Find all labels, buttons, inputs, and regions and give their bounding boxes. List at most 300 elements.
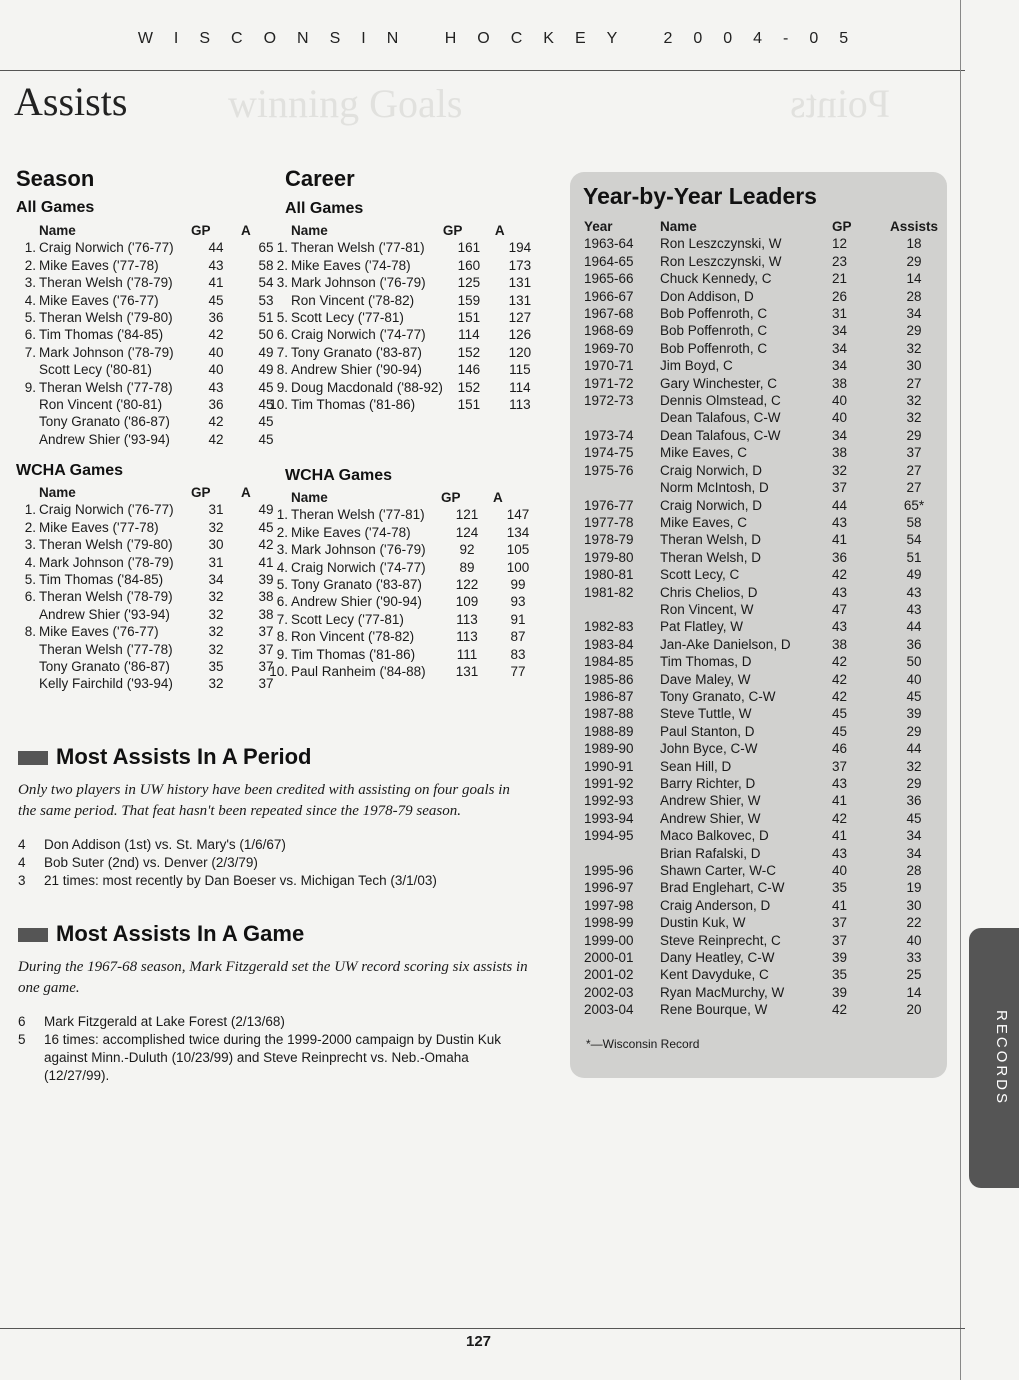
table-row (584, 270, 944, 287)
assists-cell: 30 (906, 358, 922, 374)
year-cell: 1973-74 (584, 427, 634, 443)
rank-cell: 4. (24, 554, 36, 570)
name-cell: Pat Flatley, W (660, 619, 744, 635)
name-cell: Kent Davyduke, C (660, 967, 769, 983)
rank-cell: 2. (24, 519, 36, 535)
gp-header: GP (441, 490, 461, 505)
rank-cell (16, 606, 39, 623)
gp-cell: 114 (458, 327, 480, 343)
name-cell: Doug Macdonald ('88-92) (291, 379, 443, 395)
year-cell: 1990-91 (584, 758, 634, 774)
gp-cell: 44 (832, 497, 848, 513)
name-cell: Mike Eaves ('76-77) (39, 624, 159, 640)
name-cell: Tony Granato, C-W (660, 688, 776, 704)
ghost-title-points: Points (790, 81, 891, 126)
a-cell: 115 (509, 362, 531, 378)
table-row (16, 554, 291, 571)
name-cell: Andrew Shier ('90-94) (291, 594, 422, 610)
table-row (584, 671, 944, 688)
name-cell: Ron Leszczynski, W (660, 253, 782, 269)
table-row (584, 914, 944, 931)
period-list (18, 836, 538, 890)
assists-cell: 43 (906, 601, 922, 617)
name-cell: Jim Boyd, C (660, 358, 733, 374)
name-cell: Dennis Olmstead, C (660, 393, 781, 409)
year-cell: 1992-93 (584, 793, 634, 809)
table-row (268, 559, 543, 576)
name-cell: Theran Welsh ('79-80) (39, 310, 173, 326)
a-cell: 49 (258, 502, 274, 518)
table-row (584, 792, 944, 809)
name-header: Name (291, 223, 328, 238)
gp-cell: 31 (208, 554, 224, 570)
gp-cell: 34 (832, 323, 848, 339)
assists-cell: 50 (906, 654, 922, 670)
assists-cell: 43 (906, 584, 922, 600)
gp-cell: 32 (208, 624, 224, 640)
assists-cell: 14 (906, 271, 922, 287)
season-all-games-table (16, 222, 291, 448)
rank-cell: 5. (24, 310, 36, 326)
name-header: Name (39, 485, 76, 500)
table-row (584, 479, 944, 496)
rank-cell: 7. (276, 611, 288, 627)
a-cell: 49 (258, 344, 274, 360)
gp-cell: 46 (832, 741, 848, 757)
gp-cell: 36 (208, 397, 224, 413)
rank-cell: 5. (24, 572, 36, 588)
assists-cell: 49 (906, 567, 922, 583)
table-row (268, 396, 545, 413)
table-header-row (584, 218, 944, 235)
name-cell: Brad Englehart, C-W (660, 880, 785, 896)
table-row (584, 497, 944, 514)
rank-cell: 2. (276, 257, 288, 273)
game-intro: During the 1967-68 season, Mark Fitzgerald set the UW record scoring six assists in one game. (18, 959, 528, 996)
name-cell: Andrew Shier ('93-94) (39, 431, 170, 447)
table-header-row (16, 222, 291, 239)
name-cell: Chuck Kennedy, C (660, 271, 772, 287)
year-cell: 1980-81 (584, 567, 634, 583)
section-bar-icon (18, 928, 48, 942)
a-cell: 37 (258, 676, 274, 692)
a-cell: 42 (258, 537, 274, 553)
game-title-text: Most Assists In A Game (56, 921, 305, 946)
gp-cell: 38 (832, 375, 848, 391)
name-cell: Craig Norwich, D (660, 497, 763, 513)
year-cell: 2000-01 (584, 950, 634, 966)
name-cell: Ron Vincent, W (660, 601, 754, 617)
year-cell: 1999-00 (584, 932, 634, 948)
year-cell: 1963-64 (584, 236, 634, 252)
assists-cell: 40 (906, 671, 922, 687)
table-row (584, 288, 944, 305)
a-header: A (241, 223, 251, 238)
table-row (584, 375, 944, 392)
name-cell: Ron Leszczynski, W (660, 236, 782, 252)
a-cell: 50 (258, 327, 274, 343)
gp-cell: 111 (456, 646, 478, 662)
name-cell: Mike Eaves, C (660, 445, 748, 461)
assists-cell: 36 (906, 636, 922, 652)
table-row (584, 775, 944, 792)
name-cell: Tim Thomas ('81-86) (291, 397, 416, 413)
record-text: Mark Fitzgerald at Lake Forest (2/13/68) (44, 1014, 285, 1029)
gp-cell: 161 (457, 240, 481, 256)
a-cell: 83 (510, 646, 526, 662)
name-cell: Steve Tuttle, W (660, 706, 752, 722)
running-head: WISCONSIN HOCKEY 2004-05 (137, 30, 870, 47)
a-cell: 37 (258, 624, 274, 640)
a-cell: 38 (258, 589, 274, 605)
name-cell: Mike Eaves ('74-78) (291, 524, 411, 540)
name-cell: Rene Bourque, W (660, 1002, 768, 1018)
rank-cell: 1. (24, 502, 36, 518)
a-cell: 131 (508, 292, 532, 308)
table-row (16, 379, 291, 396)
assists-cell: 18 (906, 236, 922, 252)
gp-cell: 32 (208, 589, 224, 605)
name-cell: Theran Welsh ('77-81) (291, 507, 425, 523)
table-row (268, 576, 543, 593)
gp-cell: 34 (208, 572, 224, 588)
name-cell: Mark Johnson ('78-79) (39, 344, 174, 360)
name-cell: Brian Rafalski, D (660, 845, 761, 861)
rank-cell (16, 641, 39, 658)
gp-cell: 30 (208, 537, 224, 553)
gp-cell: 42 (832, 654, 848, 670)
gp-cell: 45 (832, 706, 848, 722)
name-cell: Dean Talafous, C-W (660, 427, 781, 443)
assists-cell: 34 (906, 828, 922, 844)
table-row (16, 257, 291, 274)
table-row (584, 566, 944, 583)
gp-cell: 151 (457, 397, 481, 413)
gp-cell: 40 (832, 393, 848, 409)
gp-cell: 21 (832, 271, 848, 287)
table-row (584, 305, 944, 322)
gp-cell: 38 (832, 636, 848, 652)
name-cell: Dany Heatley, C-W (660, 950, 775, 966)
year-cell: 2003-04 (584, 1002, 634, 1018)
assists-cell: 29 (906, 427, 922, 443)
a-cell: 120 (508, 344, 532, 360)
gp-cell: 131 (455, 664, 479, 680)
name-cell: Craig Norwich ('76-77) (39, 502, 174, 518)
name-cell: Dustin Kuk, W (660, 915, 746, 931)
table-row (16, 641, 291, 658)
name-cell: Andrew Shier, W (660, 793, 761, 809)
year-cell: 1991-92 (584, 776, 634, 791)
gp-cell: 42 (832, 810, 848, 826)
a-cell: 37 (258, 659, 274, 675)
gp-cell: 43 (208, 379, 224, 395)
game-section-title (18, 921, 304, 947)
gp-cell: 47 (832, 601, 848, 617)
table-row (584, 984, 944, 1001)
a-cell: 126 (508, 327, 532, 343)
page-title: Assists (14, 79, 128, 124)
table-row (268, 646, 543, 663)
page-edge-rule (960, 0, 961, 1380)
assists-cell: 45 (906, 810, 922, 826)
a-cell: 45 (258, 397, 274, 413)
gp-cell: 39 (832, 984, 848, 1000)
assists-cell: 28 (906, 288, 922, 304)
gp-cell: 35 (832, 967, 848, 983)
career-wcha-games-table (268, 489, 543, 680)
year-cell: 1984-85 (584, 654, 634, 670)
table-row (16, 309, 291, 326)
season-title: Season (16, 166, 95, 191)
name-cell: Theran Welsh ('77-78) (39, 641, 173, 657)
a-cell: 51 (258, 310, 274, 326)
year-cell: 1986-87 (584, 688, 634, 704)
a-cell: 87 (510, 629, 526, 645)
table-row (16, 396, 291, 413)
year-cell: 1978-79 (584, 532, 634, 548)
a-header: A (494, 223, 505, 238)
year-cell: 1975-76 (584, 462, 634, 478)
rank-cell: 4. (24, 292, 36, 308)
name-header: Name (660, 219, 697, 234)
year-cell: 1994-95 (584, 828, 634, 844)
rank-cell: 3. (276, 275, 288, 291)
table-row (16, 658, 291, 675)
page-number: 127 (466, 1333, 492, 1350)
name-cell: Steve Reinprecht, C (660, 932, 781, 948)
table-row (584, 322, 944, 339)
gp-cell: 36 (832, 549, 848, 565)
record-count: 5 (18, 1032, 26, 1047)
records-side-tab-label: RECORDS (993, 1010, 1010, 1107)
list-item (18, 872, 538, 890)
season-wcha-games-table (16, 484, 291, 693)
gp-cell: 41 (832, 793, 848, 809)
name-cell: Mike Eaves, C (660, 514, 748, 530)
gp-cell: 124 (455, 524, 479, 540)
career-title: Career (285, 166, 355, 191)
year-cell: 1965-66 (584, 271, 634, 287)
year-cell (584, 409, 660, 426)
assists-cell: 27 (906, 375, 922, 391)
a-cell: 147 (506, 507, 530, 523)
gp-cell: 42 (832, 567, 848, 583)
season-all-games-title: All Games (16, 199, 95, 216)
gp-cell: 125 (457, 275, 481, 291)
year-cell: 1979-80 (584, 549, 634, 565)
rank-cell: 10. (269, 397, 288, 413)
table-row (16, 606, 291, 623)
name-cell: Paul Ranheim ('84-88) (291, 664, 426, 680)
rank-cell (16, 361, 39, 378)
rank-cell: 3. (24, 537, 36, 553)
year-cell: 1977-78 (584, 514, 634, 530)
a-cell: 39 (258, 572, 274, 588)
gp-cell: 92 (459, 542, 475, 558)
gp-cell: 42 (832, 671, 848, 687)
name-cell: Mark Johnson ('76-79) (291, 275, 426, 291)
name-cell: Mike Eaves ('76-77) (39, 292, 159, 308)
assists-cell: 37 (906, 445, 922, 461)
a-cell: 41 (258, 554, 274, 570)
rank-cell: 10. (269, 664, 288, 680)
assists-cell: 25 (906, 967, 922, 983)
year-cell: 1969-70 (584, 340, 634, 356)
rank-cell: 7. (24, 344, 36, 360)
a-cell: 131 (508, 275, 532, 291)
footer-rule (0, 1328, 965, 1329)
assists-header: Assists (889, 219, 939, 234)
name-cell: Scott Lecy ('77-81) (291, 310, 404, 326)
gp-cell: 34 (832, 358, 848, 374)
assists-cell: 54 (906, 532, 922, 548)
assists-cell: 34 (906, 845, 922, 861)
name-cell: Theran Welsh, D (660, 549, 762, 565)
period-section-title (18, 744, 312, 770)
name-cell: Craig Norwich ('76-77) (39, 240, 174, 256)
table-row (584, 514, 944, 531)
name-cell: Don Addison, D (660, 288, 754, 304)
name-cell: John Byce, C-W (660, 741, 758, 757)
table-row (584, 810, 944, 827)
rank-cell: 8. (276, 629, 288, 645)
assists-cell: 29 (906, 253, 922, 269)
table-row (268, 628, 543, 645)
table-row (584, 584, 944, 601)
rank-cell: 1. (24, 240, 36, 256)
year-cell: 1971-72 (584, 375, 634, 391)
leaders-footnote: *—Wisconsin Record (586, 1037, 700, 1051)
name-cell: Bob Poffenroth, C (660, 323, 768, 339)
a-cell: 100 (506, 559, 530, 575)
table-row (584, 427, 944, 444)
gp-cell: 34 (832, 340, 848, 356)
table-row (584, 827, 944, 844)
name-cell: Dean Talafous, C-W (660, 410, 781, 426)
table-row (584, 340, 944, 357)
rank-cell: 6. (276, 594, 288, 610)
gp-cell: 146 (457, 362, 481, 378)
name-cell: Tony Granato ('86-87) (39, 414, 170, 430)
rank-cell (16, 413, 39, 430)
gp-cell: 36 (208, 310, 224, 326)
a-cell: 45 (258, 519, 274, 535)
assists-cell: 44 (906, 619, 922, 635)
gp-cell: 43 (832, 776, 848, 791)
gp-cell: 41 (832, 897, 848, 913)
name-cell: Bob Poffenroth, C (660, 340, 768, 356)
a-cell: 53 (258, 292, 274, 308)
table-row (584, 601, 944, 618)
a-cell: 113 (509, 397, 531, 413)
gp-cell: 43 (832, 584, 848, 600)
assists-cell: 44 (906, 741, 922, 757)
table-header-row (268, 222, 545, 239)
rank-header (268, 489, 291, 506)
rank-cell: 5. (276, 310, 288, 326)
section-bar-icon (18, 751, 48, 765)
name-cell: Craig Norwich ('74-77) (291, 327, 426, 343)
year-cell: 2002-03 (584, 984, 634, 1000)
rank-cell: 2. (24, 257, 36, 273)
gp-cell: 31 (832, 306, 848, 322)
gp-cell: 122 (455, 577, 479, 593)
table-row (584, 636, 944, 653)
name-cell: Tony Granato ('83-87) (291, 344, 422, 360)
table-row (584, 392, 944, 409)
year-cell: 1988-89 (584, 723, 634, 739)
name-cell: Tim Thomas ('84-85) (39, 327, 164, 343)
gp-cell: 41 (832, 532, 848, 548)
a-cell: 45 (258, 414, 274, 430)
gp-cell: 38 (832, 445, 848, 461)
table-row (16, 675, 291, 692)
name-cell: Theran Welsh ('77-78) (39, 379, 173, 395)
list-item (18, 1013, 523, 1031)
assists-cell: 29 (906, 323, 922, 339)
name-header: Name (291, 490, 328, 505)
gp-cell: 160 (457, 257, 481, 273)
gp-cell: 35 (832, 880, 848, 896)
gp-cell: 151 (457, 310, 481, 326)
table-row (268, 326, 545, 343)
a-cell: 37 (258, 641, 274, 657)
year-cell: 1987-88 (584, 706, 634, 722)
assists-cell: 39 (906, 706, 922, 722)
a-header: A (241, 485, 251, 500)
year-cell: 1970-71 (584, 358, 634, 374)
table-row (584, 758, 944, 775)
year-cell (584, 601, 660, 618)
a-cell: 99 (510, 577, 526, 593)
gp-cell: 89 (459, 559, 475, 575)
table-row (584, 949, 944, 966)
record-count: 4 (18, 837, 26, 852)
rank-cell: 1. (276, 507, 288, 523)
name-cell: Ron Vincent ('80-81) (39, 397, 163, 413)
rank-cell (268, 292, 291, 309)
career-all-games-title: All Games (285, 200, 364, 217)
year-cell (584, 845, 660, 862)
name-cell: Mark Johnson ('76-79) (291, 542, 426, 558)
gp-header: GP (191, 485, 211, 500)
assists-cell: 32 (906, 758, 922, 774)
gp-cell: 40 (208, 344, 224, 360)
name-cell: Scott Lecy ('80-81) (39, 362, 152, 378)
a-cell: 58 (258, 257, 274, 273)
name-cell: Ryan MacMurchy, W (660, 984, 785, 1000)
assists-cell: 14 (906, 984, 922, 1000)
gp-cell: 152 (457, 379, 481, 395)
gp-header: GP (442, 223, 463, 238)
rank-cell: 3. (24, 275, 36, 291)
gp-cell: 32 (208, 606, 224, 622)
table-header-row (268, 489, 543, 506)
table-row (16, 501, 291, 518)
gp-cell: 43 (208, 257, 224, 273)
year-cell: 1993-94 (584, 810, 634, 826)
table-row (16, 431, 291, 448)
name-cell: Theran Welsh ('78-79) (39, 275, 173, 291)
name-cell: Tony Granato ('83-87) (291, 577, 422, 593)
table-row (268, 506, 543, 523)
table-row (268, 257, 545, 274)
year-cell: 1966-67 (584, 288, 634, 304)
table-row (16, 344, 291, 361)
assists-cell: 30 (906, 897, 922, 913)
year-cell: 1981-82 (584, 584, 634, 600)
